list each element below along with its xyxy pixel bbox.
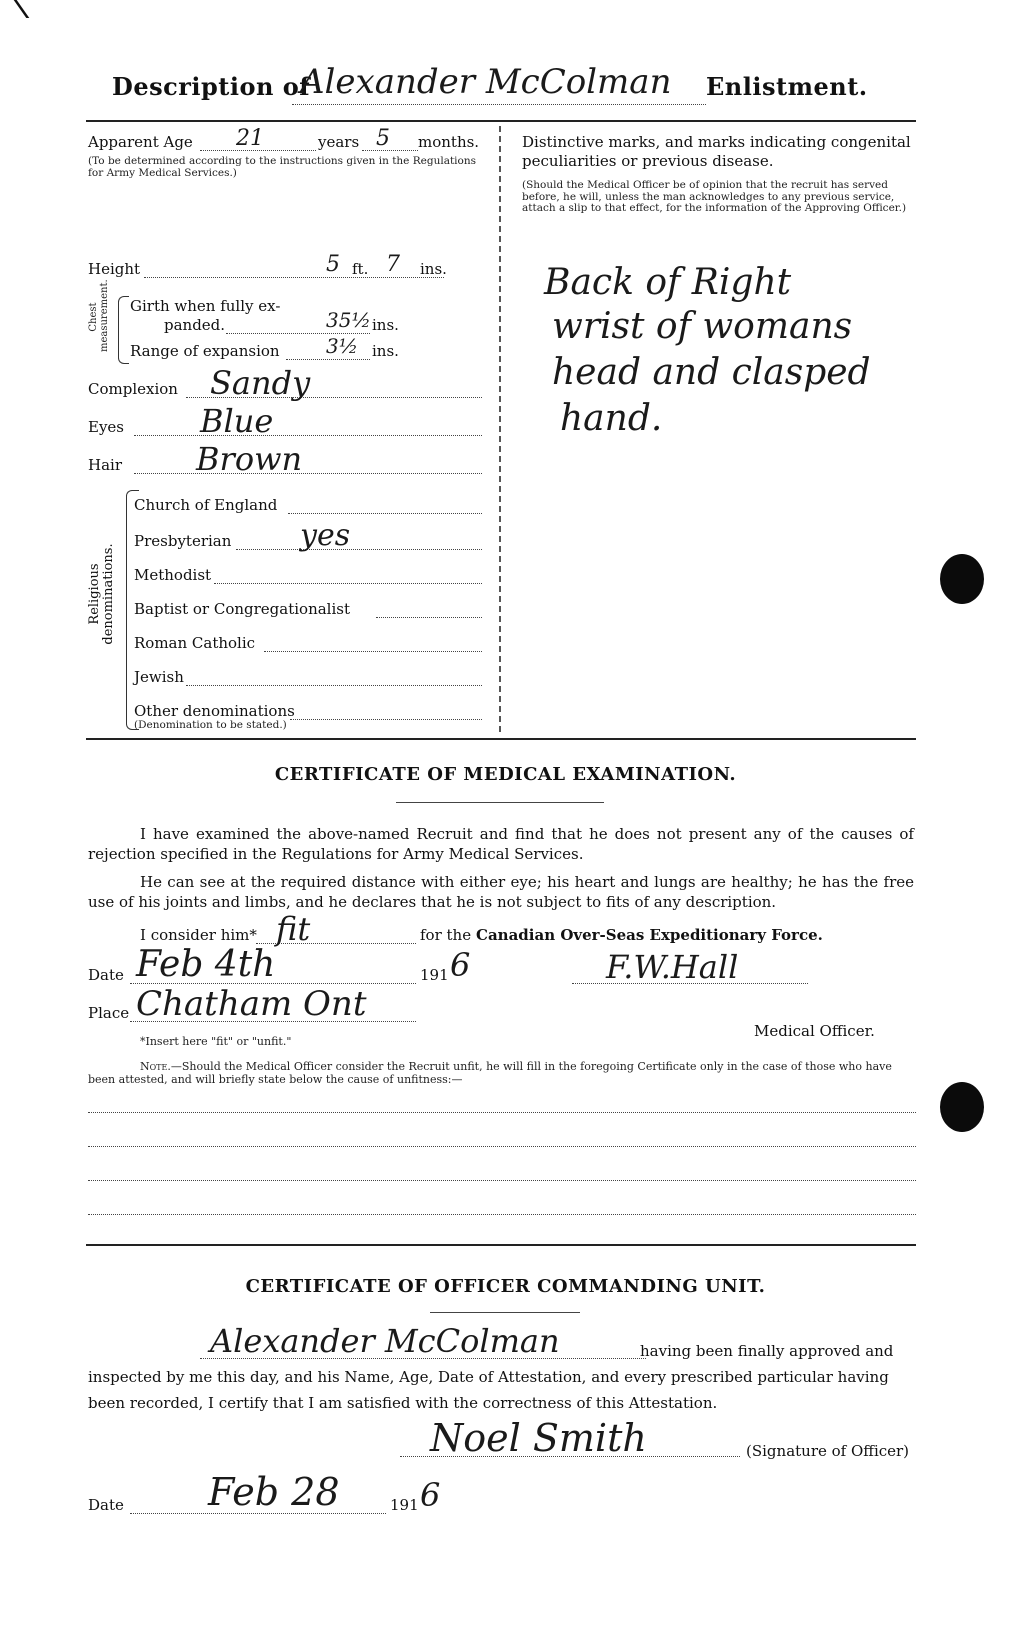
eyes-value: Blue (200, 402, 274, 440)
age-months-line (362, 150, 418, 151)
complexion-value: Sandy (210, 364, 311, 402)
religion-line-7 (290, 719, 482, 720)
commanding-text-1: having been finally approved and (640, 1342, 894, 1360)
religion-baptist: Baptist or Congregationalist (134, 600, 350, 618)
consider-label: I consider him* (140, 926, 257, 944)
marks-label-2: peculiarities or previous disease. (522, 152, 774, 170)
religion-line-5 (264, 651, 482, 652)
commanding-certificate (0, 1246, 1011, 1626)
age-months-value: 5 (376, 126, 390, 151)
medical-note-text: —Should the Medical Officer consider the Recruit unfit, he will fill in the foregoing Certificate only in the case of those who have been attested, and will briefly state below the cause of unfitness:— (88, 1060, 892, 1086)
header-recruit-name: Alexander McColman (300, 62, 672, 102)
description-panel (0, 0, 500, 740)
religion-roman-catholic: Roman Catholic (134, 634, 256, 652)
force-label: Canadian Over-Seas Expeditionary Force. (476, 926, 823, 944)
unfit-line-4 (88, 1214, 916, 1215)
religion-line-2 (236, 549, 482, 550)
commanding-text-3: been recorded, I certify that I am satisfied with the correctness of this Attestation. (88, 1394, 718, 1412)
place-label: Place (88, 1004, 130, 1022)
range-line (286, 359, 370, 360)
apparent-age-label: Apparent Age (88, 133, 193, 151)
religion-line-3 (214, 583, 482, 584)
religion-other: Other denominations (134, 702, 295, 720)
chest-brace (118, 296, 129, 364)
eyes-line (134, 435, 482, 436)
commanding-signature-label: (Signature of Officer) (746, 1442, 910, 1460)
religion-presbyterian-value: yes (300, 518, 351, 553)
religion-methodist: Methodist (134, 566, 212, 584)
ins-label: ins. (420, 260, 447, 278)
medical-officer-label: Medical Officer. (754, 1022, 875, 1040)
height-label: Height (88, 260, 141, 278)
religion-line-6 (186, 685, 482, 686)
marks-line-2: wrist of womans (552, 306, 853, 347)
medical-note (88, 1060, 914, 1086)
girth-label-1: Girth when fully ex- (130, 297, 281, 315)
commanding-text-2: inspected by me this day, and his Name, Age, Date of Attestation, and every prescribed particular having (88, 1368, 889, 1386)
religion-line-1 (288, 513, 482, 514)
eyes-label: Eyes (88, 418, 124, 436)
medical-para-2: He can see at the required distance with either eye; his heart and lungs are healthy; he has the free use of his joints and limbs, and he declares that he is not subject to fits of any description. (88, 873, 914, 911)
hair-value: Brown (196, 440, 303, 478)
commanding-heading: CERTIFICATE OF OFFICER COMMANDING UNIT. (245, 1276, 766, 1297)
years-label: years (318, 133, 360, 151)
punch-hole-top (940, 554, 984, 604)
age-years-value: 21 (236, 126, 264, 151)
unfit-line-1 (88, 1112, 916, 1113)
for-the-label: for the (420, 926, 472, 944)
ft-label: ft. (352, 260, 369, 278)
consider-value: fit (276, 910, 311, 948)
girth-value: 35½ (326, 308, 371, 332)
marks-line-4: hand. (560, 398, 663, 439)
unfit-line-3 (88, 1180, 916, 1181)
medical-para-1: I have examined the above-named Recruit and find that he does not present any of the causes of rejection specified in the Regulations for Army Medical Services. (88, 825, 914, 863)
commanding-officer-signature: Noel Smith (430, 1416, 647, 1460)
medical-note-label: Note. (140, 1060, 171, 1073)
commanding-recruit-name: Alexander McColman (210, 1322, 560, 1360)
commanding-year-suffix: 6 (420, 1476, 441, 1514)
medical-date-value: Feb 4th (136, 944, 276, 985)
girth-ins-label: ins. (372, 316, 399, 334)
height-ft-value: 5 (326, 252, 340, 277)
medical-heading-rule (396, 802, 604, 803)
religion-line-4 (376, 617, 482, 618)
medical-heading: CERTIFICATE OF MEDICAL EXAMINATION. (274, 764, 737, 785)
girth-label-2: panded. (164, 316, 226, 334)
medical-date-label: Date (88, 966, 124, 984)
insert-note: *Insert here "fit" or "unfit." (140, 1035, 292, 1048)
age-note: (To be determined according to the instructions given in the Regulations for Army Medical Services.) (88, 155, 476, 179)
commanding-date-label: Date (88, 1496, 124, 1514)
range-value: 3½ (326, 334, 359, 358)
hair-line (134, 473, 482, 474)
commanding-year-prefix: 191 (390, 1496, 419, 1514)
religion-side-label (88, 532, 116, 656)
complexion-label: Complexion (88, 380, 178, 398)
range-label: Range of expansion (130, 342, 280, 360)
medical-year-prefix: 191 (420, 966, 449, 984)
months-label: months. (418, 133, 480, 151)
unfit-line-2 (88, 1146, 916, 1147)
religion-church-of-england: Church of England (134, 496, 278, 514)
religion-side-label-1: Religious (87, 563, 102, 625)
header-title-right: Enlistment. (706, 72, 868, 101)
commanding-date-value: Feb 28 (208, 1470, 340, 1514)
height-in-value: 7 (386, 252, 400, 277)
marks-label-1: Distinctive marks, and marks indicating congenital (522, 133, 911, 151)
marks-panel (500, 0, 920, 740)
height-line (144, 277, 444, 278)
medical-certificate (0, 740, 1011, 1220)
commanding-heading-rule (430, 1312, 580, 1313)
medical-officer-signature: F.W.Hall (606, 948, 739, 986)
religion-other-note: (Denomination to be stated.) (134, 719, 287, 731)
religion-presbyterian: Presbyterian (134, 532, 232, 550)
place-value: Chatham Ont (136, 984, 367, 1024)
medical-year-suffix: 6 (450, 946, 471, 984)
marks-note: (Should the Medical Officer be of opinion that the recruit has served before, he will, unless the man acknowledges to any previous service, attach a slip to that effect, for the information of the Approving Officer.) (522, 179, 907, 214)
marks-line-1: Back of Right (544, 262, 792, 303)
marks-line-3: head and clasped (552, 352, 871, 393)
religion-side-label-2: denominations. (101, 543, 116, 645)
religion-jewish: Jewish (134, 668, 184, 686)
chest-label: Chest measurement. (88, 279, 110, 352)
range-ins-label: ins. (372, 342, 399, 360)
hair-label: Hair (88, 456, 122, 474)
header-title-left: Description of (112, 72, 311, 101)
